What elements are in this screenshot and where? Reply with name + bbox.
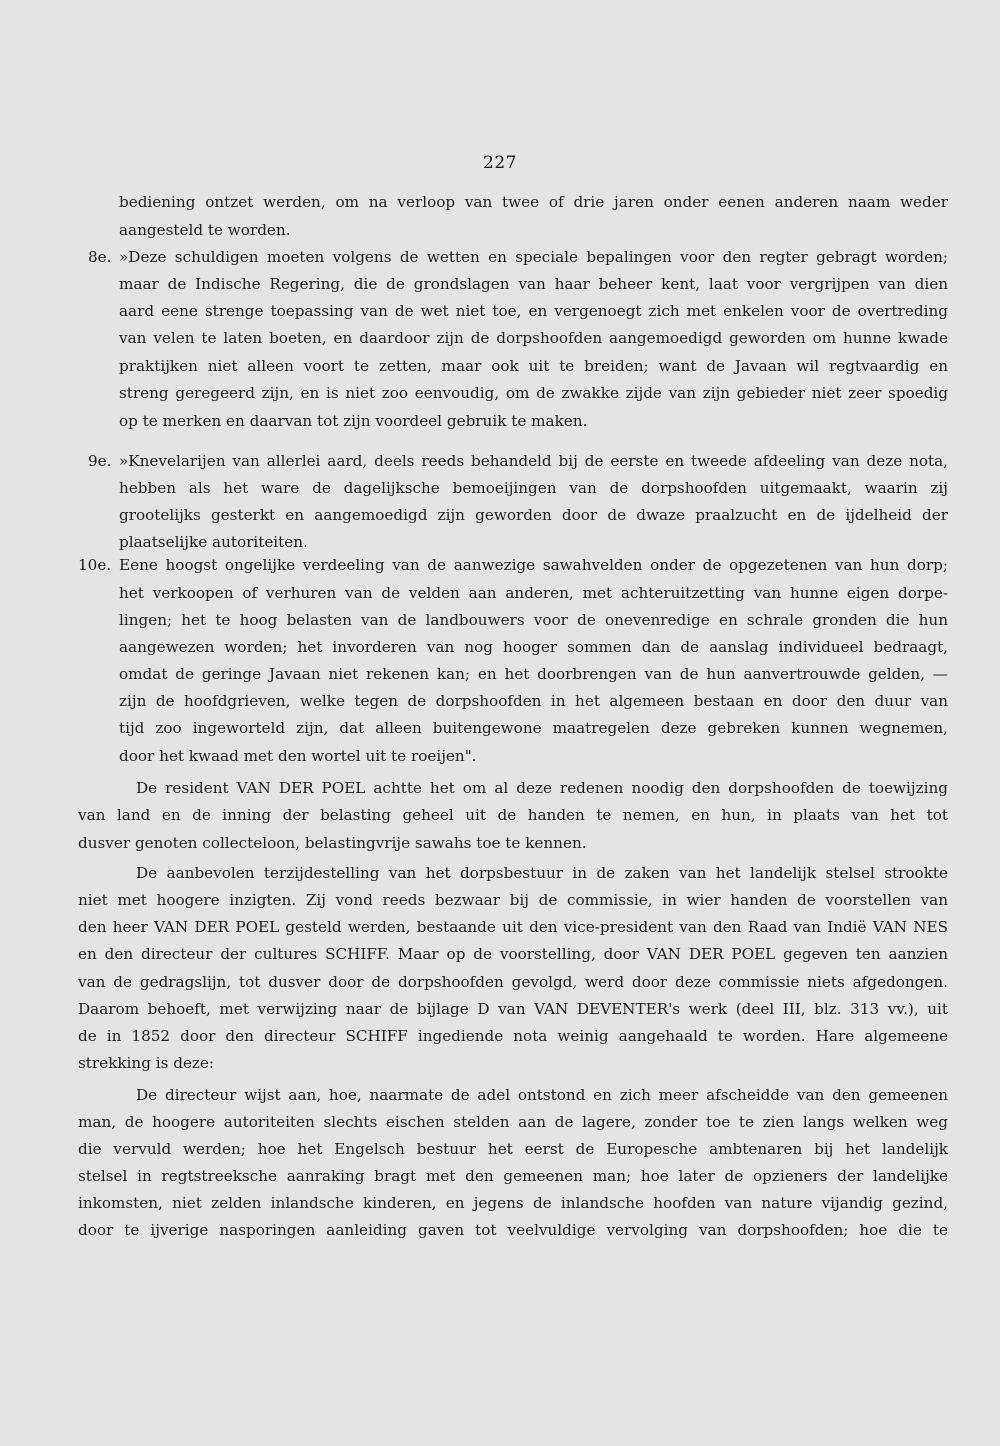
text-line: tijd zoo ingeworteld zijn, dat alleen buitengewone maatregelen deze gebreken kunnen wegnemen, bbox=[119, 719, 948, 737]
text-line: stelsel in regtstreeksche aanraking bragt met den gemeenen man; hoe later de opzieners der landelijke bbox=[78, 1167, 948, 1185]
text-line: die vervuld werden; hoe het Engelsch bestuur het eerst de Europesche ambtenaren bij het landelijk bbox=[78, 1140, 948, 1158]
text-line: op te merken en daarvan tot zijn voordeel gebruik te maken. bbox=[119, 412, 588, 430]
item-number-8: 8e. bbox=[88, 248, 112, 266]
text-line: aangewezen worden; het invorderen van nog hooger sommen dan de aanslag individueel bedraagt, bbox=[119, 638, 948, 656]
text-line: Eene hoogst ongelijke verdeeling van de aanwezige sawahvelden onder de opgezetenen van hun dorp; bbox=[119, 556, 948, 574]
text-line: aangesteld te worden. bbox=[119, 221, 291, 239]
text-line: plaatselijke autoriteiten. bbox=[119, 533, 308, 551]
text-line: het verkoopen of verhuren van de velden aan anderen, met achteruitzetting van hunne eigen dorpe- bbox=[119, 584, 948, 602]
item-number-9: 9e. bbox=[88, 452, 112, 470]
text-line: van de gedragslijn, tot dusver door de dorpshoofden gevolgd, werd door deze commissie niets afgedongen. bbox=[78, 973, 948, 991]
text-line: »Deze schuldigen moeten volgens de wetten en speciale bepalingen voor den regter gebragt worden; bbox=[119, 248, 948, 266]
page-number: 227 bbox=[483, 153, 517, 173]
text-line: door te ijverige nasporingen aanleiding gaven tot veelvuldige vervolging van dorpshoofden; hoe die te bbox=[78, 1221, 948, 1239]
text-line: De resident VAN DER POEL achtte het om al deze redenen noodig den dorpshoofden de toewijzing bbox=[136, 779, 948, 797]
text-line: niet met hoogere inzigten. Zij vond reeds bezwaar bij de commissie, in wier handen de voorstellen van bbox=[78, 891, 948, 909]
text-line: en den directeur der cultures SCHIFF. Maar op de voorstelling, door VAN DER POEL gegeven ten aanzien bbox=[78, 945, 948, 963]
text-line: inkomsten, niet zelden inlandsche kinderen, en jegens de inlandsche hoofden van nature vijandig gezind, bbox=[78, 1194, 948, 1212]
text-line: van land en de inning der belasting geheel uit de handen te nemen, en hun, in plaats van het tot bbox=[78, 806, 948, 824]
item-number-10: 10e. bbox=[78, 556, 112, 574]
text-line: den heer VAN DER POEL gesteld werden, bestaande uit den vice-president van den Raad van Indië VAN NES bbox=[78, 918, 948, 936]
text-line: De directeur wijst aan, hoe, naarmate de adel ontstond en zich meer afscheidde van den gemeenen bbox=[136, 1086, 948, 1104]
text-line: dusver genoten collecteloon, belastingvrije sawahs toe te kennen. bbox=[78, 834, 587, 852]
text-line: zijn de hoofdgrieven, welke tegen de dorpshoofden in het algemeen bestaan en door den duur van bbox=[119, 692, 948, 710]
text-line: bediening ontzet werden, om na verloop van twee of drie jaren onder eenen anderen naam weder bbox=[119, 193, 948, 211]
text-line: grootelijks gesterkt en aangemoedigd zijn geworden door de dwaze praalzucht en de ijdelheid der bbox=[119, 506, 948, 524]
text-line: man, de hoogere autoriteiten slechts eischen stelden aan de lagere, zonder toe te zien langs welken weg bbox=[78, 1113, 948, 1131]
text-line: omdat de geringe Javaan niet rekenen kan; en het doorbrengen van de hun aanvertrouwde gelden, — bbox=[119, 665, 948, 683]
text-line: aard eene strenge toepassing van de wet niet toe, en vergenoegt zich met enkelen voor de overtreding bbox=[119, 302, 948, 320]
text-line: lingen; het te hoog belasten van de landbouwers voor de onevenredige en schrale gronden die hun bbox=[119, 611, 948, 629]
text-line: van velen te laten boeten, en daardoor zijn de dorpshoofden aangemoedigd geworden om hunne kwade bbox=[119, 329, 948, 347]
text-line: door het kwaad met den wortel uit te roeijen". bbox=[119, 747, 477, 765]
text-line: streng geregeerd zijn, en is niet zoo eenvoudig, om de zwakke zijde van zijn gebieder niet zeer spoedig bbox=[119, 384, 948, 402]
text-line: de in 1852 door den directeur SCHIFF ingediende nota weinig aangehaald te worden. Hare algemeene bbox=[78, 1027, 948, 1045]
text-line: De aanbevolen terzijdestelling van het dorpsbestuur in de zaken van het landelijk stelsel strookte bbox=[136, 864, 948, 882]
text-line: strekking is deze: bbox=[78, 1054, 215, 1072]
text-line: maar de Indische Regering, die de grondslagen van haar beheer kent, laat voor vergrijpen van dien bbox=[119, 275, 948, 293]
text-line: Daarom behoeft, met verwijzing naar de bijlage D van VAN DEVENTER's werk (deel III, blz. 313 vv.), uit bbox=[78, 1000, 948, 1018]
text-line: hebben als het ware de dagelijksche bemoeijingen van de dorpshoofden uitgemaakt, waarin zij bbox=[119, 479, 948, 497]
text-line: »Knevelarijen van allerlei aard, deels reeds behandeld bij de eerste en tweede afdeeling van deze nota, bbox=[119, 452, 948, 470]
text-line: praktijken niet alleen voort te zetten, maar ook uit te breiden; want de Javaan wil regtvaardig en bbox=[119, 357, 948, 375]
